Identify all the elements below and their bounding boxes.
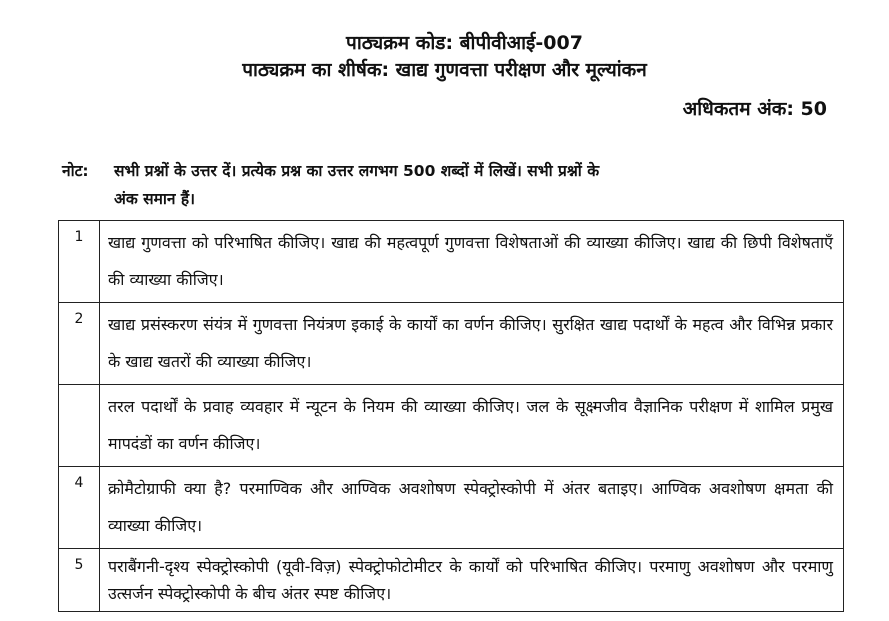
question-text: खाद्य प्रसंस्करण संयंत्र में गुणवत्ता नियंत्रण इकाई के कार्यों का वर्णन कीजिए। सुरक्षित खाद्य पदार्थों के महत्व और विभिन्न प्रकार के खाद्य खतरों की व्याख्या कीजिए। — [100, 303, 844, 385]
course-code: पाठ्यक्रम कोड: बीपीवीआई-007 — [346, 32, 583, 54]
question-text: क्रोमैटोग्राफी क्या है? परमाण्विक और आण्विक अवशोषण स्पेक्ट्रोस्कोपी में अंतर बताइए। आण्विक अवशोषण क्षमता की व्याख्या कीजिए। — [100, 467, 844, 549]
question-text: तरल पदार्थों के प्रवाह व्यवहार में न्यूटन के नियम की व्याख्या कीजिए। जल के सूक्ष्मजीव वैज्ञानिक परीक्षण में शामिल प्रमुख मापदंडों का वर्णन कीजिए। — [100, 385, 844, 467]
question-text: पराबैंगनी-दृश्य स्पेक्ट्रोस्कोपी (यूवी-विज़) स्पेक्ट्रोफोटोमीटर के कार्यों को परिभाषित कीजिए। परमाणु अवशोषण और परमाणु उत्सर्जन स्पेक्ट्रोस्कोपी के बीच अंतर स्पष्ट कीजिए। — [100, 549, 844, 612]
note-line-1 — [62, 157, 842, 185]
question-number: 4 — [59, 467, 100, 549]
question-row — [59, 467, 844, 549]
max-marks: अधिकतम अंक: 50 — [682, 98, 827, 120]
question-row — [59, 385, 844, 467]
question-number: 1 — [59, 221, 100, 303]
question-text: खाद्य गुणवत्ता को परिभाषित कीजिए। खाद्य की महत्वपूर्ण गुणवत्ता विशेषताओं की व्याख्या कीजिए। खाद्य की छिपी विशेषताएँ की व्याख्या कीजिए। — [100, 221, 844, 303]
questions-table — [58, 220, 844, 612]
question-number: 2 — [59, 303, 100, 385]
question-number — [59, 385, 100, 467]
course-title: पाठ्यक्रम का शीर्षक: खाद्य गुणवत्ता परीक्षण और मूल्यांकन — [242, 59, 647, 81]
instructions-note — [62, 157, 842, 213]
question-row — [59, 549, 844, 612]
note-text-1: सभी प्रश्नों के उत्तर दें। प्रत्येक प्रश्न का उत्तर लगभग 500 शब्दों में लिखें। सभी प्रश्नों के — [114, 162, 600, 180]
question-row — [59, 303, 844, 385]
question-row — [59, 221, 844, 303]
question-number: 5 — [59, 549, 100, 612]
note-line-2: अंक समान हैं। — [114, 190, 196, 208]
document-header — [0, 30, 889, 84]
note-label: नोट: — [62, 162, 89, 180]
